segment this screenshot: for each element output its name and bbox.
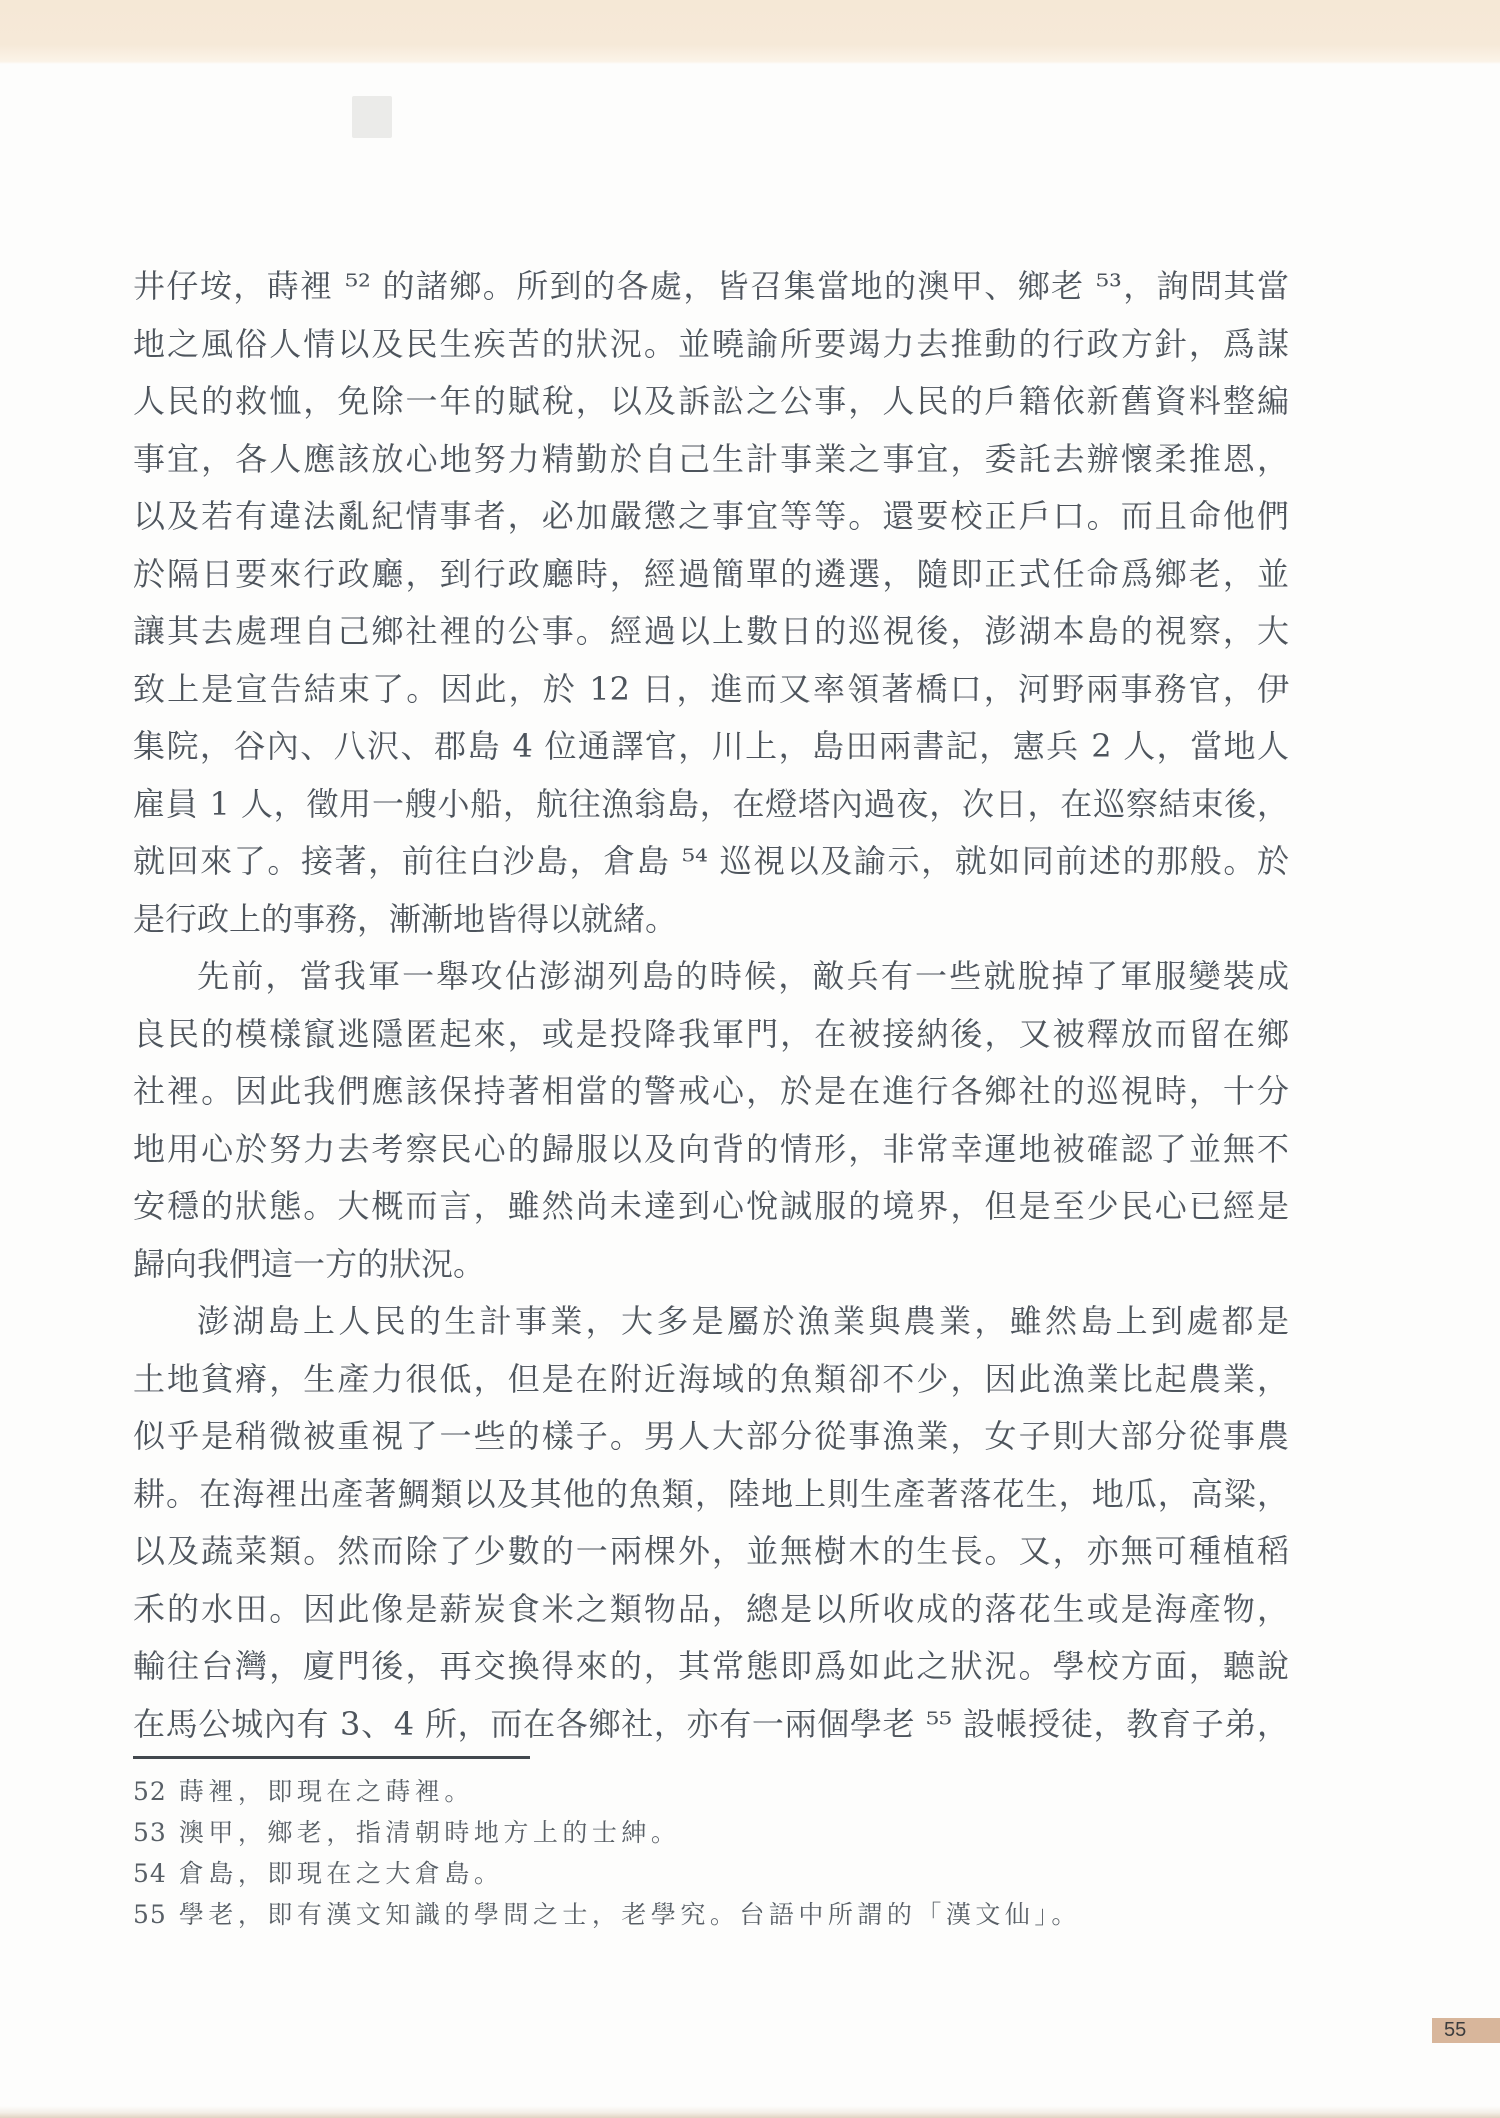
page-number-badge — [1432, 2018, 1500, 2043]
footnote-number: 55 — [133, 1900, 167, 1929]
text-line: 以及若有違法亂紀情事者，必加嚴懲之事宜等等。還要校正戶口。而且命他們 — [133, 497, 1289, 535]
page-number: 55 — [1444, 2019, 1467, 2041]
text-line: 禾的水田。因此像是薪炭食米之類物品，總是以所收成的落花生或是海產物， — [133, 1589, 1289, 1628]
text-line: 在馬公城內有 3、4 所，而在各鄉社，亦有一兩個學老 ⁵⁵ 設帳授徒，教育子弟， — [133, 1704, 1289, 1743]
text-line: 社裡。因此我們應該保持著相當的警戒心，於是在進行各鄉社的巡視時，十分 — [133, 1072, 1289, 1110]
footnote-line — [133, 1812, 1293, 1853]
text-line: 輸往台灣，廈門後，再交換得來的，其常態即爲如此之狀況。學校方面，聽說 — [133, 1647, 1289, 1685]
text-line: 雇員 1 人，徵用一艘小船，航往漁翁島，在燈塔內過夜，次日，在巡察結束後， — [133, 784, 1289, 823]
footnote-separator — [133, 1756, 530, 1759]
footnote-number: 53 — [133, 1818, 167, 1847]
footnotes — [133, 1771, 1293, 1935]
footnote-line — [133, 1853, 1293, 1894]
text-line: 讓其去處理自己鄉社裡的公事。經過以上數日的巡視後，澎湖本島的視察，大 — [133, 612, 1289, 650]
text-line: 地用心於努力去考察民心的歸服以及向背的情形，非常幸運地被確認了並無不 — [133, 1129, 1289, 1168]
body-text — [133, 258, 1289, 1753]
footnote-number: 54 — [133, 1859, 167, 1888]
text-line: 澎湖島上人民的生計事業，大多是屬於漁業與農業，雖然島上到處都是 — [197, 1302, 1289, 1340]
text-line: 地之風俗人情以及民生疾苦的狀況。並曉諭所要竭力去推動的行政方針，爲謀 — [133, 324, 1289, 363]
footnote-text: 蒔裡，即現在之蒔裡。 — [178, 1777, 474, 1806]
footnote-text: 倉島，即現在之大倉島。 — [178, 1859, 504, 1888]
text-line: 耕。在海裡出產著鯛類以及其他的魚類，陸地上則生產著落花生，地瓜，高粱， — [133, 1474, 1289, 1513]
bottom-edge-band — [0, 2106, 1500, 2118]
text-line: 就回來了。接著，前往白沙島，倉島 ⁵⁴ 巡視以及諭示，就如同前述的那般。於 — [133, 842, 1289, 880]
text-line: 似乎是稍微被重視了一些的樣子。男人大部分從事漁業，女子則大部分從事農 — [133, 1417, 1289, 1455]
text-line: 以及蔬菜類。然而除了少數的一兩棵外，並無樹木的生長。又，亦無可種植稻 — [133, 1532, 1289, 1570]
text-line: 先前，當我軍一舉攻佔澎湖列島的時候，敵兵有一些就脫掉了軍服變裝成 — [197, 957, 1289, 995]
footnote-number: 52 — [133, 1777, 167, 1806]
footnote-text: 學老，即有漢文知識的學問之士，老學究。台語中所謂的「漢文仙」。 — [178, 1900, 1081, 1929]
text-line: 於隔日要來行政廳，到行政廳時，經過簡單的遴選，隨即正式任命爲鄉老，並 — [133, 554, 1289, 593]
scan-artifact — [352, 96, 392, 138]
top-edge-band — [0, 0, 1500, 64]
footnote-line — [133, 1771, 1293, 1812]
text-line: 井仔垵，蒔裡 ⁵² 的諸鄉。所到的各處，皆召集當地的澳甲、鄉老 ⁵³，詢問其當 — [133, 267, 1289, 305]
footnote-line — [133, 1894, 1293, 1935]
text-line: 事宜，各人應該放心地努力精勤於自己生計事業之事宜，委託去辦懷柔推恩， — [133, 439, 1289, 478]
text-line: 土地貧瘠，生產力很低，但是在附近海域的魚類卻不少，因此漁業比起農業， — [133, 1359, 1289, 1398]
footnote-text: 澳甲，鄉老，指清朝時地方上的士紳。 — [178, 1818, 681, 1847]
text-line: 歸向我們這一方的狀況。 — [133, 1244, 486, 1283]
text-line: 安穩的狀態。大概而言，雖然尚未達到心悅誠服的境界，但是至少民心已經是 — [133, 1187, 1289, 1225]
text-line: 人民的救恤，免除一年的賦稅，以及訴訟之公事，人民的戶籍依新舊資料整編 — [133, 382, 1289, 420]
text-line: 致上是宣告結束了。因此，於 12 日，進而又率領著橋口，河野兩事務官，伊 — [133, 669, 1289, 708]
text-line: 是行政上的事務，漸漸地皆得以就緒。 — [133, 899, 678, 938]
text-line: 良民的模樣竄逃隱匿起來，或是投降我軍門，在被接納後，又被釋放而留在鄉 — [133, 1014, 1289, 1053]
text-line: 集院，谷內、八沢、郡島 4 位通譯官，川上，島田兩書記，憲兵 2 人，當地人 — [133, 727, 1289, 765]
